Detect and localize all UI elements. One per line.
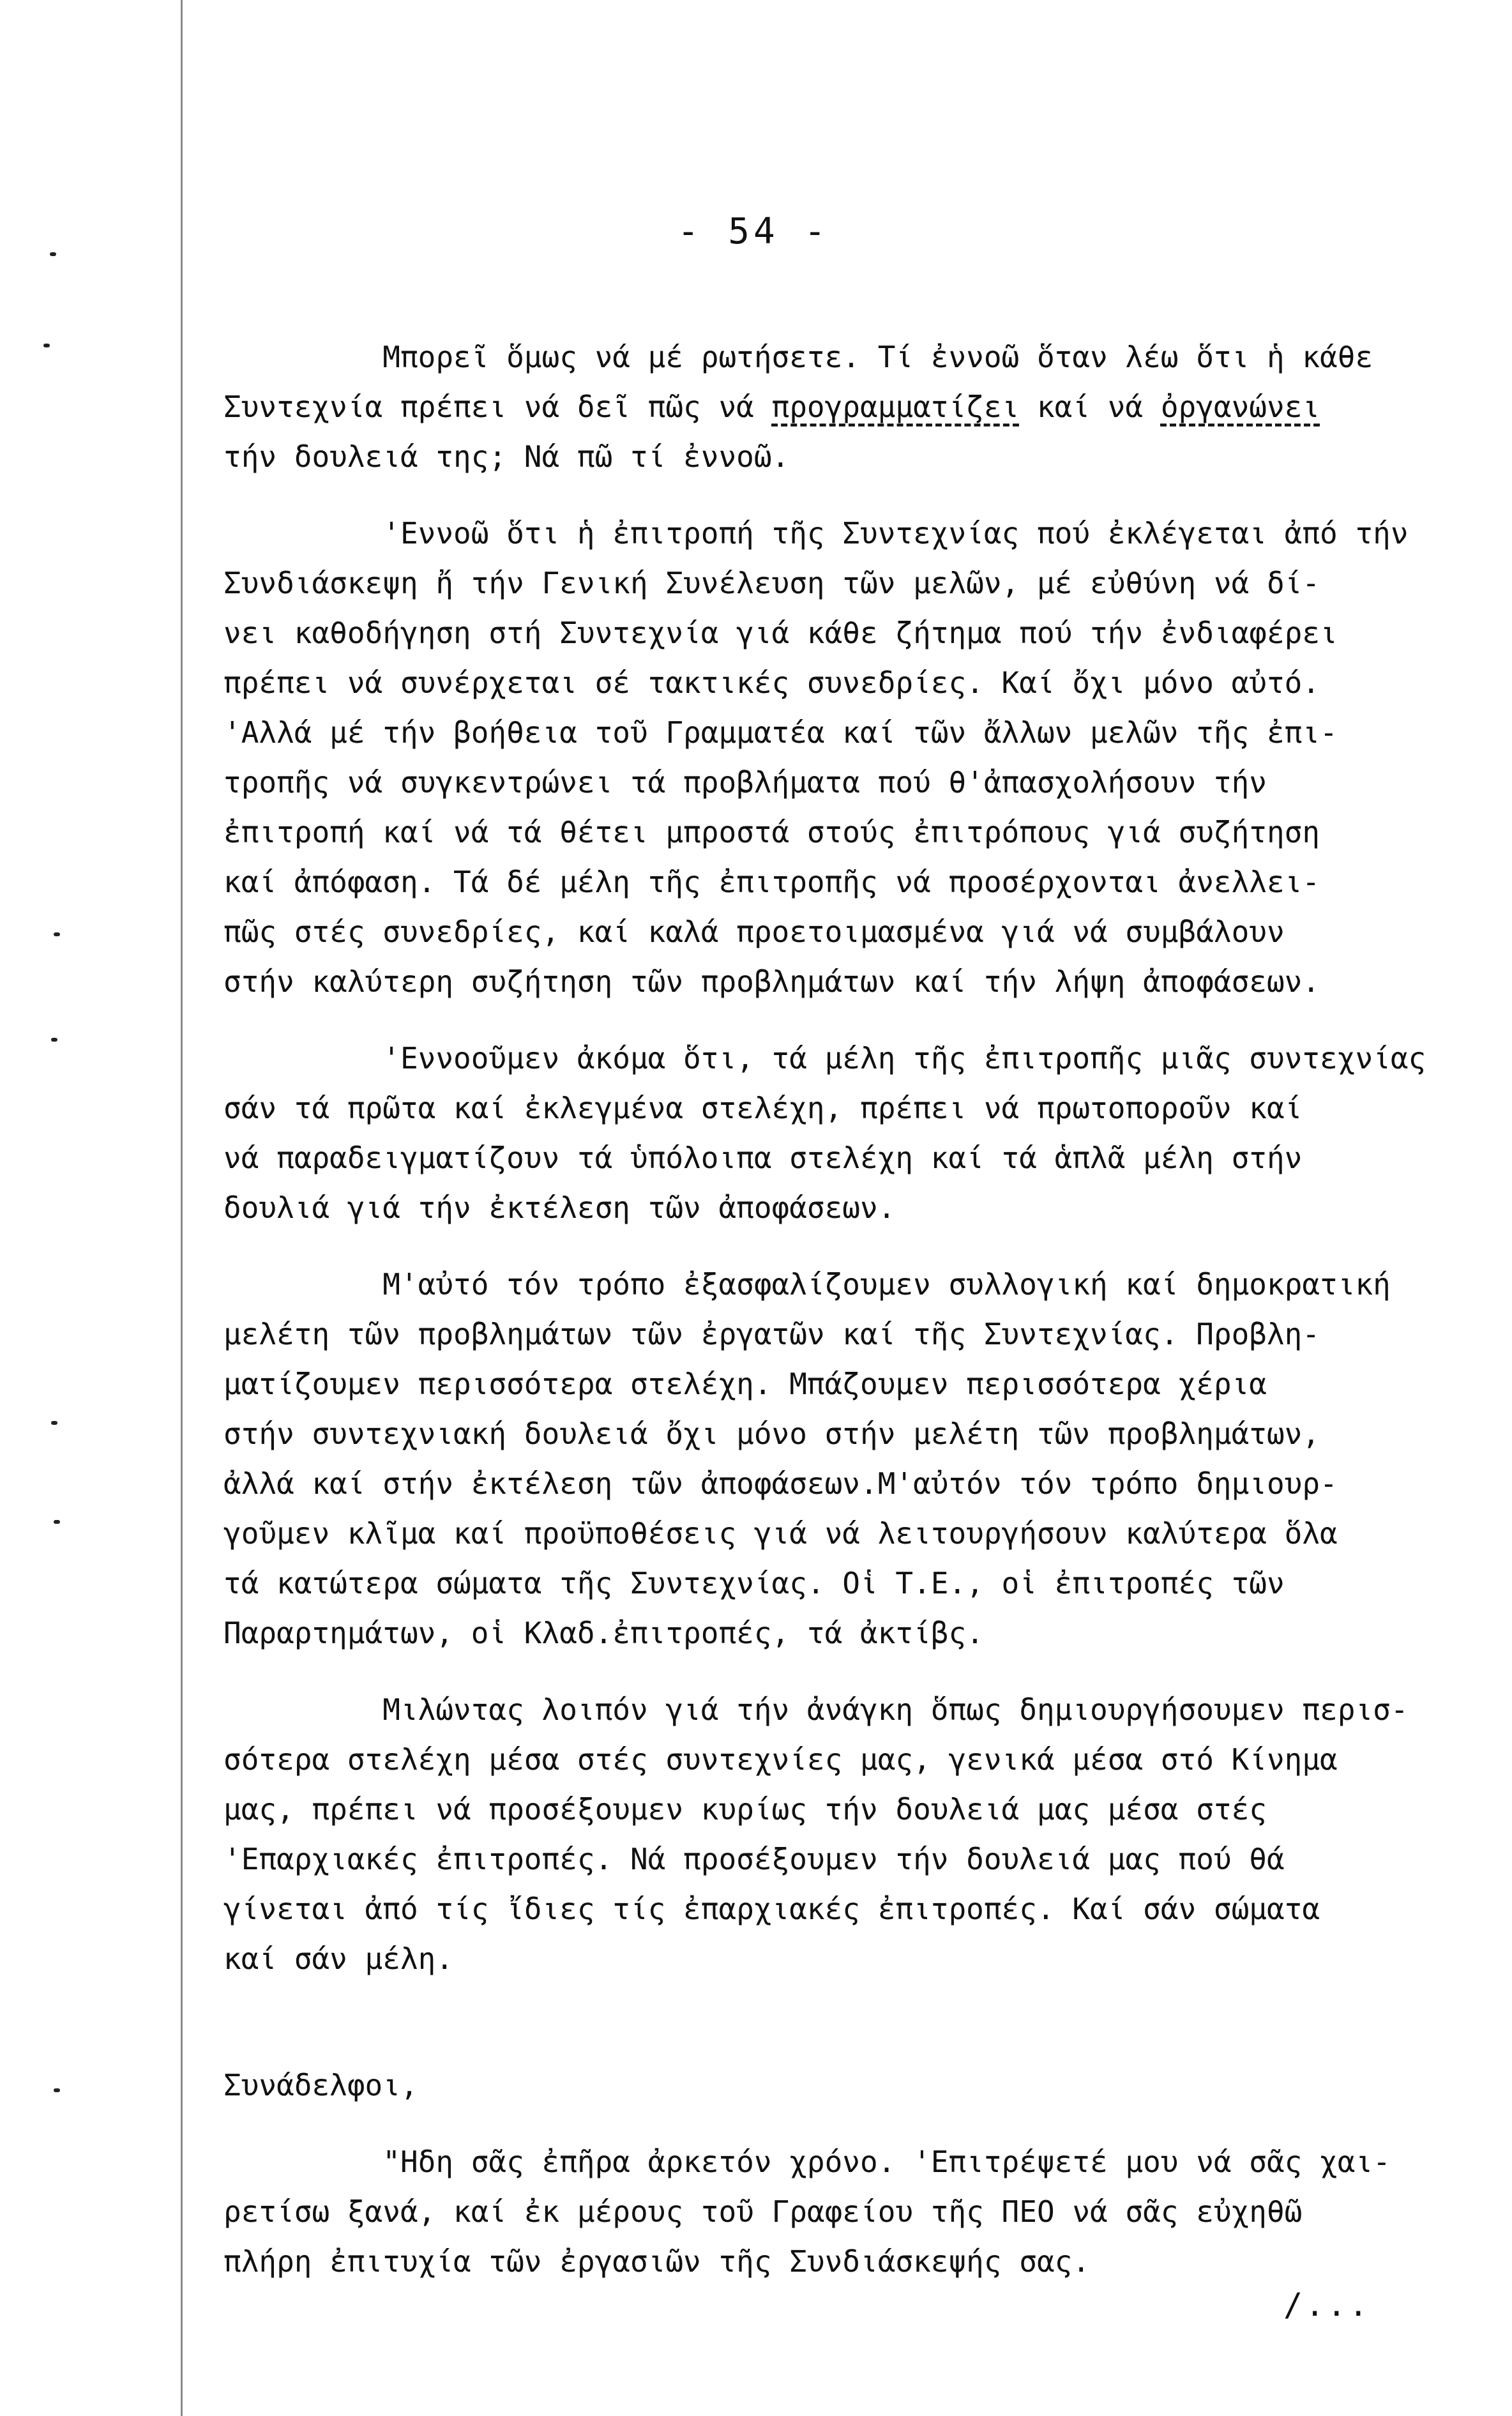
paragraph-5 xyxy=(223,1685,1475,1984)
text-line: καί ἀπόφαση. Τά δέ μέλη τῆς ἐπιτροπῆς νά προσέρχονται ἀνελλει- xyxy=(223,865,1320,899)
scan-speck xyxy=(54,2088,60,2092)
paragraph-1 xyxy=(223,332,1475,482)
text-line: στήν καλύτερη συζήτηση τῶν προβλημάτων καί τήν λήψη ἀποφάσεων. xyxy=(223,964,1320,999)
paragraph-2 xyxy=(223,508,1475,1007)
scan-speck xyxy=(54,932,60,936)
text-line: Συνδιάσκεψη ἤ τήν Γενική Συνέλευση τῶν μελῶν, μέ εὐθύνη νά δί- xyxy=(223,566,1320,600)
text-line: πρέπει νά συνέρχεται σέ τακτικές συνεδρίες. Καί ὄχι μόνο αὐτό. xyxy=(223,665,1320,700)
text-line: σάν τά πρῶτα καί ἐκλεγμένα στελέχη, πρέπει νά πρωτοποροῦν καί xyxy=(223,1091,1303,1125)
text-line: Παραρτημάτων, οἱ Κλαδ.ἐπιτροπές, τά ἀκτίβς. xyxy=(223,1616,984,1650)
paragraph-3 xyxy=(223,1033,1475,1233)
text-line: γίνεται ἀπό τίς ἴδιες τίς ἐπαρχιακές ἐπιτροπές. Καί σάν σώματα xyxy=(223,1892,1320,1926)
text-line: Μπορεῖ ὅμως νά μέ ρωτήσετε. Τί ἐννοῶ ὅταν λέω ὅτι ἡ κάθε xyxy=(223,340,1373,374)
text-line: σότερα στελέχη μέσα στές συντεχνίες μας, γενικά μέσα στό Κίνημα xyxy=(223,1742,1338,1777)
binding-edge-line xyxy=(181,0,183,2416)
text-line: πλήρη ἐπιτυχία τῶν ἐργασιῶν τῆς Συνδιάσκεψής σας. xyxy=(223,2244,1091,2279)
text-line xyxy=(223,382,1475,432)
paragraph-spacer xyxy=(223,1658,1475,1685)
underlined-word: ὀργανώνει xyxy=(1160,390,1320,424)
text-line: 'Εννοῶ ὅτι ἡ ἐπιτροπή τῆς Συντεχνίας πού ἐκλέγεται ἀπό τήν xyxy=(223,516,1409,551)
text-line: δουλιά γιά τήν ἐκτέλεση τῶν ἀποφάσεων. xyxy=(223,1190,896,1225)
scan-speck xyxy=(51,1038,57,1042)
text-line: μελέτη τῶν προβλημάτων τῶν ἐργατῶν καί τῆς Συντεχνίας. Προβλη- xyxy=(223,1317,1320,1351)
closing-paragraph xyxy=(223,2137,1475,2286)
text-line: τήν δουλειά της; Νά πῶ τί ἐννοῶ. xyxy=(223,439,790,474)
text-line: μας, πρέπει νά προσέξουμεν κυρίως τήν δουλειά μας μέσα στές xyxy=(223,1792,1267,1827)
letter-body xyxy=(223,332,1475,2286)
text-line: τά κατώτερα σώματα τῆς Συντεχνίας. Οἱ Τ.Ε., οἱ ἐπιτροπές τῶν xyxy=(223,1566,1285,1600)
paragraph-4 xyxy=(223,1259,1475,1658)
text-line: ρετίσω ξανά, καί ἐκ μέρους τοῦ Γραφείου τῆς ΠΕΟ νά σᾶς εὐχηθῶ xyxy=(223,2194,1303,2229)
text-line: 'Επαρχιακές ἐπιτροπές. Νά προσέξουμεν τήν δουλειά μας πού θά xyxy=(223,1842,1285,1876)
paragraph-spacer xyxy=(223,1233,1475,1259)
scan-speck xyxy=(50,252,56,256)
underlined-word: προγραμματίζει xyxy=(771,390,1020,424)
paragraph-spacer xyxy=(223,1007,1475,1033)
salutation xyxy=(223,2060,1475,2110)
text-line: νά παραδειγματίζουν τά ὑπόλοιπα στελέχη καί τά ἁπλᾶ μέλη στήν xyxy=(223,1141,1303,1175)
scan-speck xyxy=(51,1421,57,1425)
text-line: 'Εννοοῦμεν ἀκόμα ὅτι, τά μέλη τῆς ἐπιτροπῆς μιᾶς συντεχνίας xyxy=(223,1041,1426,1075)
continuation-mark: /... xyxy=(1283,2286,1371,2323)
text-line: "Ηδη σᾶς ἐπῆρα ἀρκετόν χρόνο. 'Επιτρέψετέ μου νά σᾶς χαι- xyxy=(223,2145,1391,2179)
text-line: στήν συντεχνιακή δουλειά ὄχι μόνο στήν μελέτη τῶν προβλημάτων, xyxy=(223,1417,1320,1451)
paragraph-spacer xyxy=(223,2110,1475,2137)
text-line: Μ'αὐτό τόν τρόπο ἐξασφαλίζουμεν συλλογική καί δημοκρατική xyxy=(223,1267,1391,1302)
text-line: τροπῆς νά συγκεντρώνει τά προβλήματα πού θ'ἀπασχολήσουν τήν xyxy=(223,765,1267,800)
paragraph-spacer xyxy=(223,1984,1475,2060)
text-line: ἀλλά καί στήν ἐκτέλεση τῶν ἀποφάσεων.Μ'αὐτόν τόν τρόπο δημιουρ- xyxy=(223,1466,1338,1501)
text-line: Συνάδελφοι, xyxy=(223,2068,418,2102)
text-line: καί σάν μέλη. xyxy=(223,1941,454,1976)
text-fragment: Συντεχνία πρέπει νά δεῖ πῶς νά xyxy=(223,390,772,424)
text-line: 'Αλλά μέ τήν βοήθεια τοῦ Γραμματέα καί τῶν ἄλλων μελῶν τῆς ἐπι- xyxy=(223,715,1338,750)
text-line: ἐπιτροπή καί νά τά θέτει μπροστά στούς ἐπιτρόπους γιά συζήτηση xyxy=(223,815,1320,849)
scan-speck xyxy=(43,344,50,347)
text-line: ματίζουμεν περισσότερα στελέχη. Μπάζουμεν περισσότερα χέρια xyxy=(223,1367,1267,1401)
text-line: νει καθοδήγηση στή Συντεχνία γιά κάθε ζήτημα πού τήν ἐνδιαφέρει xyxy=(223,616,1338,650)
paragraph-spacer xyxy=(223,482,1475,508)
text-line: γοῦμεν κλῖμα καί προϋποθέσεις γιά νά λειτουργήσουν καλύτερα ὅλα xyxy=(223,1516,1338,1551)
text-fragment: καί νά xyxy=(1019,390,1161,424)
text-line: Μιλώντας λοιπόν γιά τήν ἀνάγκη ὅπως δημιουργήσουμεν περισ- xyxy=(223,1692,1409,1727)
page-number: - 54 - xyxy=(677,211,830,252)
text-line: πῶς στές συνεδρίες, καί καλά προετοιμασμένα γιά νά συμβάλουν xyxy=(223,915,1285,949)
scan-speck xyxy=(54,1520,60,1524)
